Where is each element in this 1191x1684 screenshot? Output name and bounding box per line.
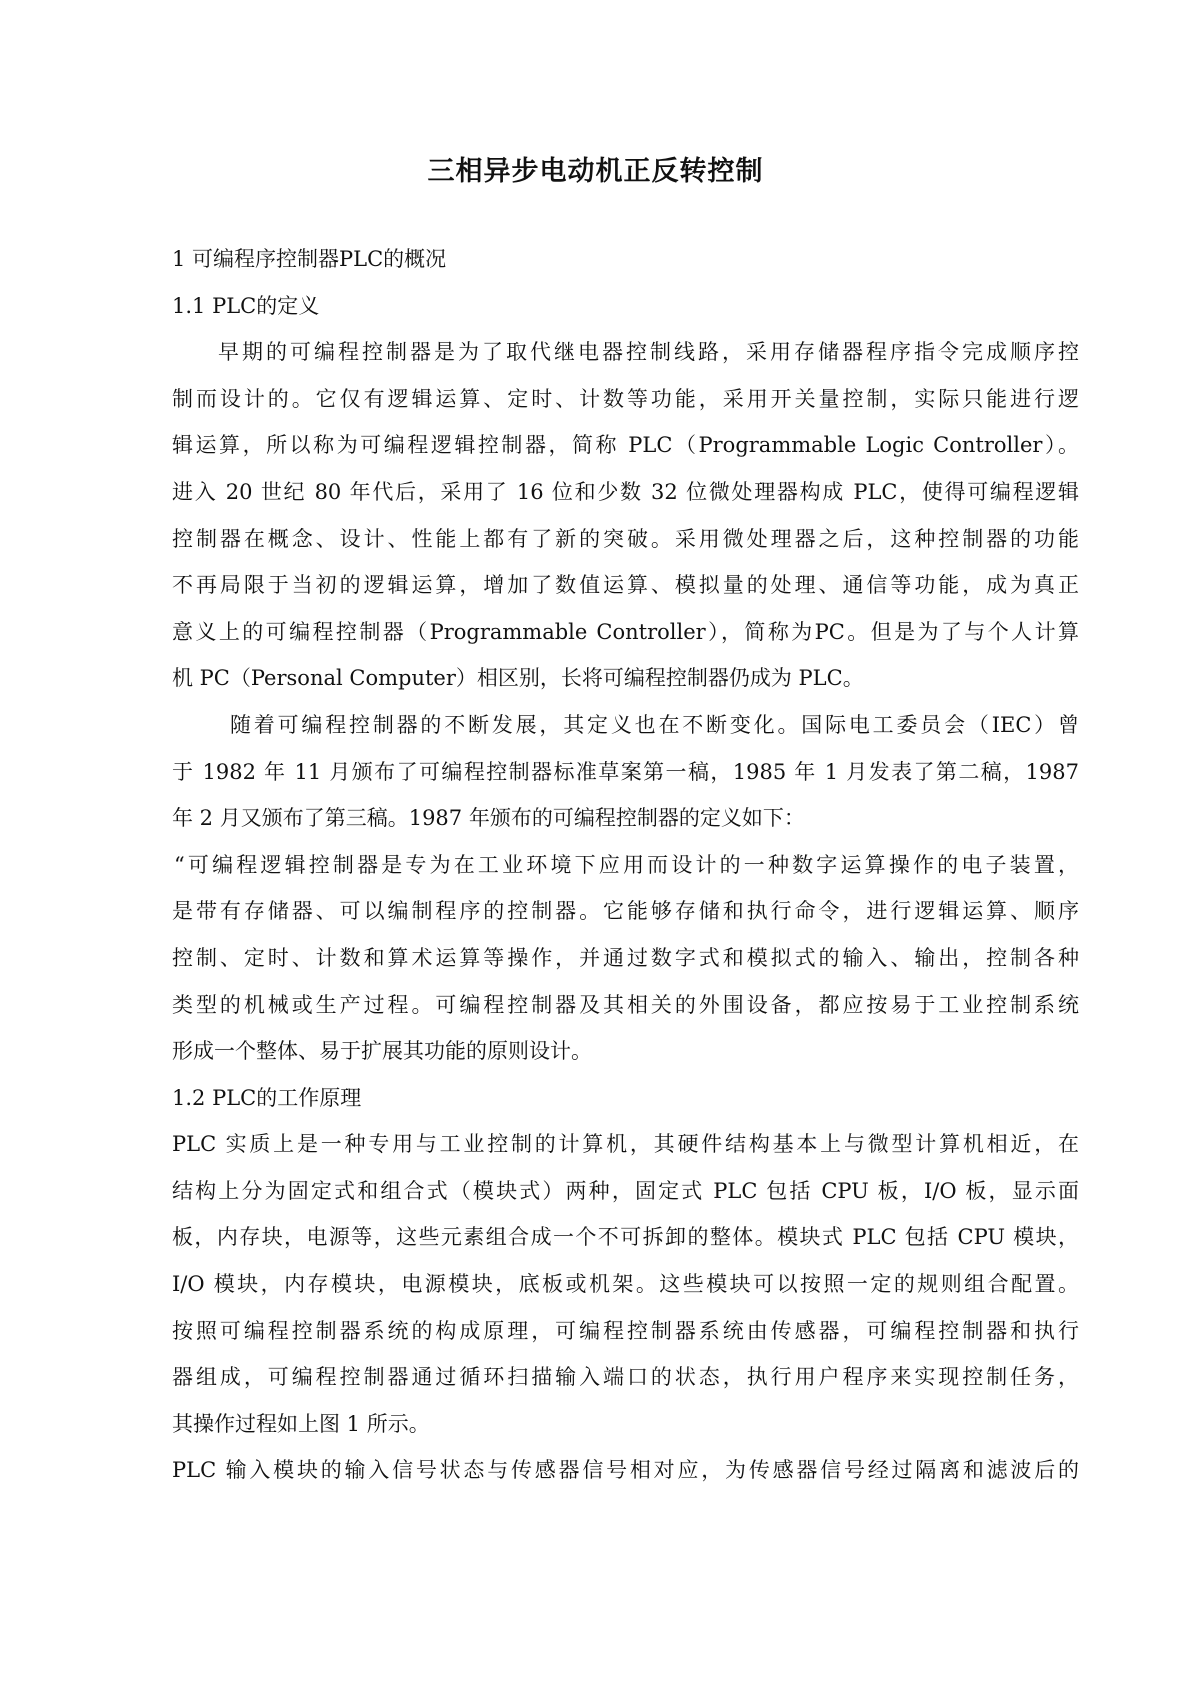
paragraph-line: 不再局限于当初的逻辑运算，增加了数值运算、模拟量的处理、通信等功能，成为真正 bbox=[172, 573, 1079, 598]
document-title: 三相异步电动机正反转控制 bbox=[427, 156, 764, 187]
paragraph-line: 辑运算，所以称为可编程逻辑控制器，简称 PLC（Programmable Logic Controller）。 bbox=[172, 433, 1079, 458]
document-body bbox=[172, 236, 1079, 1494]
paragraph-line: PLC 输入模块的输入信号状态与传感器信号相对应，为传感器信号经过隔离和滤波后的 bbox=[172, 1458, 1079, 1483]
paragraph-line: 意义上的可编程控制器（Programmable Controller），简称为PC。但是为了与个人计算 bbox=[172, 619, 1079, 644]
paragraph-line: 板，内存块，电源等，这些元素组合成一个不可拆卸的整体。模块式 PLC 包括 CPU 模块， bbox=[172, 1225, 1079, 1250]
paragraph-line: 机 PC（Personal Computer）相区别，长将可编程控制器仍成为 PLC。 bbox=[172, 666, 864, 691]
paragraph-line: 于 1982 年 11 月颁布了可编程控制器标准草案第一稿，1985 年 1 月发表了第二稿，1987 bbox=[172, 759, 1079, 784]
heading-section-1-1: 1.1 PLC的定义 bbox=[172, 293, 320, 318]
paragraph-line: 结构上分为固定式和组合式（模块式）两种，固定式 PLC 包括 CPU 板，I/O 板，显示面 bbox=[172, 1178, 1079, 1203]
paragraph-line: 制而设计的。它仅有逻辑运算、定时、计数等功能，采用开关量控制，实际只能进行逻 bbox=[172, 386, 1079, 411]
paragraph-line: PLC 实质上是一种专用与工业控制的计算机，其硬件结构基本上与微型计算机相近，在 bbox=[172, 1132, 1079, 1157]
paragraph-line: I/O 模块，内存模块，电源模块，底板或机架。这些模块可以按照一定的规则组合配置。 bbox=[172, 1272, 1079, 1297]
quote-line: 控制、定时、计数和算术运算等操作，并通过数字式和模拟式的输入、输出，控制各种 bbox=[172, 945, 1079, 970]
paragraph-line: 其操作过程如上图 1 所示。 bbox=[172, 1411, 430, 1436]
paragraph-line: 早期的可编程控制器是为了取代继电器控制线路，采用存储器程序指令完成顺序控 bbox=[218, 340, 1079, 365]
paragraph-line: 控制器在概念、设计、性能上都有了新的突破。采用微处理器之后，这种控制器的功能 bbox=[172, 526, 1079, 551]
quote-line: 形成一个整体、易于扩展其功能的原则设计。 bbox=[172, 1039, 592, 1064]
paragraph-line: 年 2 月又颁布了第三稿。1987 年颁布的可编程控制器的定义如下： bbox=[172, 806, 805, 831]
quote-line: 类型的机械或生产过程。可编程控制器及其相关的外围设备，都应按易于工业控制系统 bbox=[172, 992, 1079, 1017]
heading-section-1-2: 1.2 PLC的工作原理 bbox=[172, 1085, 362, 1110]
quote-line: 是带有存储器、可以编制程序的控制器。它能够存储和执行命令，进行逻辑运算、顺序 bbox=[172, 899, 1079, 924]
heading-section-1: 1 可编程序控制器PLC的概况 bbox=[172, 247, 447, 271]
paragraph-line: 按照可编程控制器系统的构成原理，可编程控制器系统由传感器，可编程控制器和执行 bbox=[172, 1318, 1079, 1343]
quote-line: “可编程逻辑控制器是专为在工业环境下应用而设计的一种数字运算操作的电子装置， bbox=[174, 852, 1079, 877]
paragraph-line: 进入 20 世纪 80 年代后，采用了 16 位和少数 32 位微处理器构成 PLC，使得可编程逻辑 bbox=[172, 479, 1079, 504]
paragraph-line: 随着可编程控制器的不断发展，其定义也在不断变化。国际电工委员会（IEC）曾 bbox=[230, 712, 1079, 737]
paragraph-line: 器组成，可编程控制器通过循环扫描输入端口的状态，执行用户程序来实现控制任务， bbox=[172, 1365, 1079, 1390]
